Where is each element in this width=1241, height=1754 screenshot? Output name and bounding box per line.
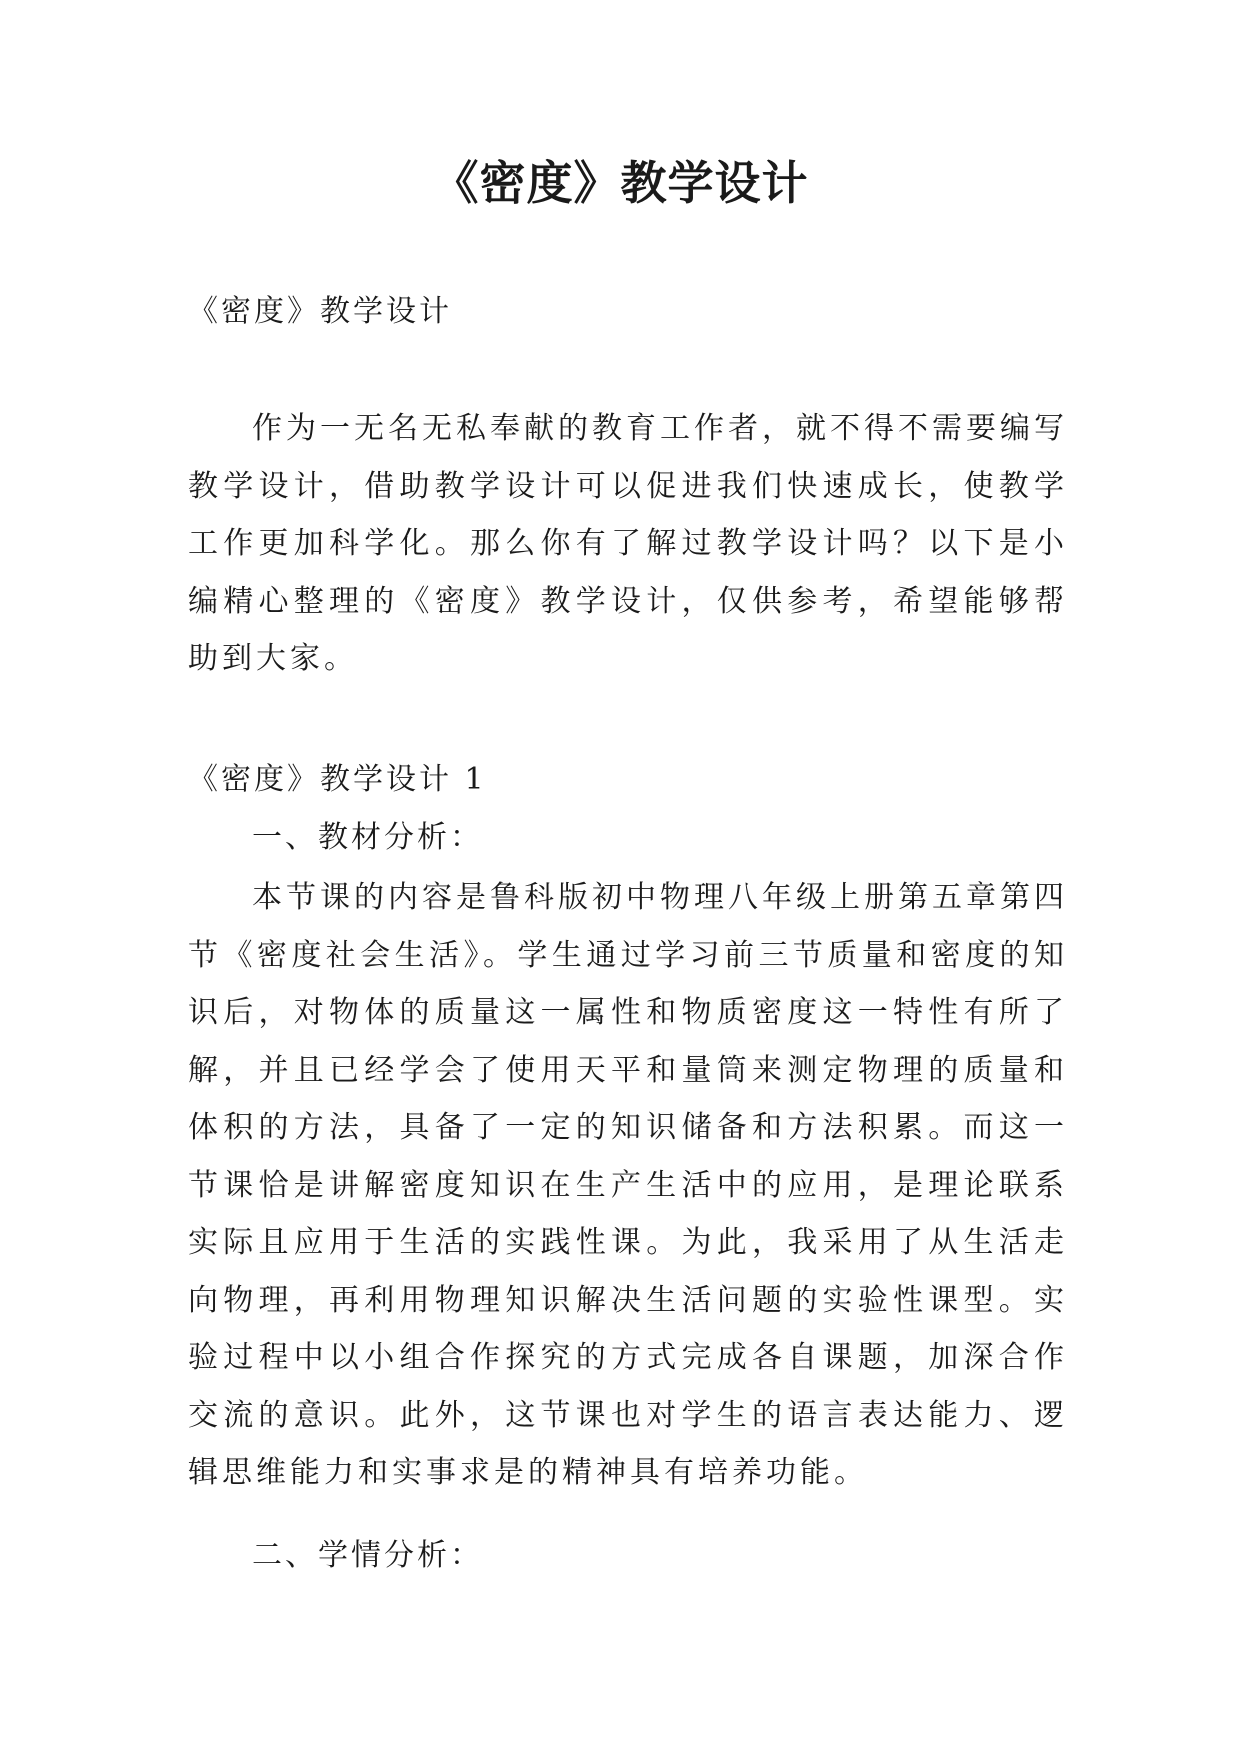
heading-textbook-analysis: 一、教材分析： — [252, 820, 483, 855]
document-title: 《密度》教学设计 — [432, 156, 809, 210]
heading-student-analysis: 二、学情分析： — [252, 1538, 483, 1573]
intro-paragraph: 作为一无名无私奉献的教育工作者，就不得不需要编写教学设计，借助教学设计可以促进我们快速成长，使教学工作更加科学化。那么你有了解过教学设计吗？以下是小编精心整理的《密度》教学设计，仅供参考，希望能够帮助到大家。 — [188, 411, 1068, 676]
section-title: 《密度》教学设计 1 — [188, 762, 487, 797]
document-subtitle: 《密度》教学设计 — [188, 294, 452, 329]
textbook-analysis-paragraph: 本节课的内容是鲁科版初中物理八年级上册第五章第四节《密度社会生活》。学生通过学习前三节质量和密度的知识后，对物体的质量这一属性和物质密度这一特性有所了解，并且已经学会了使用天平和量筒来测定物理的质量和体积的方法，具备了一定的知识储备和方法积累。而这一节课恰是讲解密度知识在生产生活中的应用，是理论联系实际且应用于生活的实践性课。为此，我采用了从生活走向物理，再利用物理知识解决生活问题的实验性课型。实验过程中以小组合作探究的方式完成各自课题，加深合作交流的意识。此外，这节课也对学生的语言表达能力、逻辑思维能力和实事求是的精神具有培养功能。 — [188, 880, 1068, 1490]
